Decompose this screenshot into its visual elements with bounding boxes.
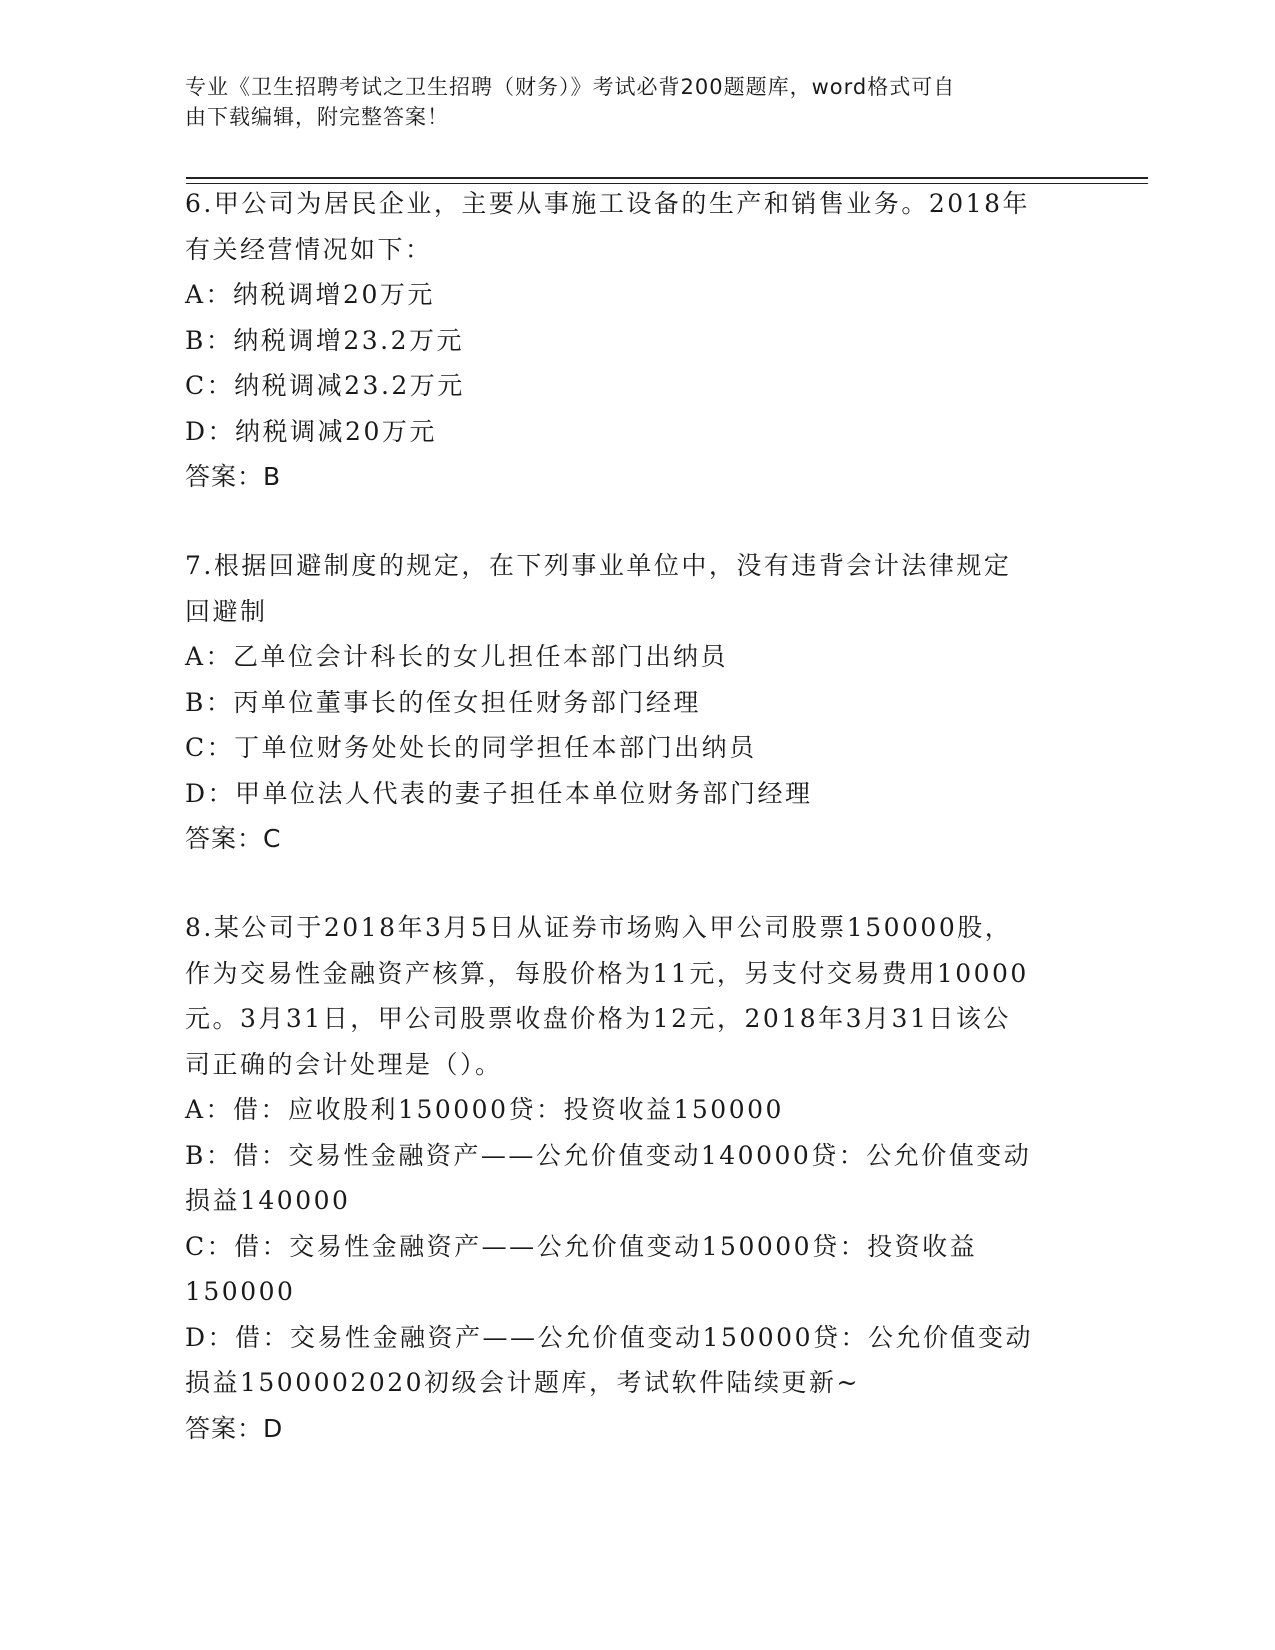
header-divider-thick <box>186 177 1148 179</box>
question-stem-line: 司正确的会计处理是（）。 <box>185 1049 503 1079</box>
question-stem-line: 有关经营情况如下： <box>185 234 433 264</box>
option-a: A：纳税调增20万元 <box>185 280 435 309</box>
option-d: D：甲单位法人代表的妻子担任本单位财务部门经理 <box>185 778 813 808</box>
option-b: B：纳税调增23.2万元 <box>185 325 465 355</box>
option-c-continued: 150000 <box>185 1277 296 1306</box>
option-c: C：丁单位财务处处长的同学担任本部门出纳员 <box>185 733 757 762</box>
option-b-continued: 损益140000 <box>185 1186 351 1215</box>
answer-line: 答案：B <box>185 462 282 491</box>
question-8 <box>185 905 1065 1452</box>
option-b: B：借：交易性金融资产——公允价值变动140000贷：公允价值变动 <box>185 1140 1032 1170</box>
question-stem-line: 作为交易性金融资产核算，每股价格为11元，另支付交易费用10000 <box>185 958 1029 988</box>
question-7 <box>185 543 1065 862</box>
option-a: A：乙单位会计科长的女儿担任本部门出纳员 <box>185 642 729 671</box>
option-c: C：纳税调减23.2万元 <box>185 371 465 400</box>
question-stem-line: 6.甲公司为居民企业，主要从事施工设备的生产和销售业务。2018年 <box>185 189 1030 218</box>
document-header <box>185 72 1065 132</box>
option-d: D：借：交易性金融资产——公允价值变动150000贷：公允价值变动 <box>185 1322 1033 1352</box>
question-stem-line: 回避制 <box>185 596 268 626</box>
answer-line: 答案：D <box>185 1413 284 1443</box>
option-c: C：借：交易性金融资产——公允价值变动150000贷：投资收益 <box>185 1231 978 1261</box>
answer-line: 答案：C <box>185 824 282 853</box>
option-d-continued: 损益1500002020初级会计题库，考试软件陆续更新~ <box>185 1368 861 1397</box>
header-line-2: 由下载编辑，附完整答案！ <box>185 105 449 129</box>
header-line-1: 专业《卫生招聘考试之卫生招聘（财务）》考试必背200题题库，word格式可自 <box>185 75 956 99</box>
option-a: A：借：应收股利150000贷：投资收益150000 <box>185 1095 784 1124</box>
option-b: B：丙单位董事长的侄女担任财务部门经理 <box>185 687 701 717</box>
option-d: D：纳税调减20万元 <box>185 416 437 446</box>
question-6 <box>185 181 1065 500</box>
question-stem-line: 元。3月31日，甲公司股票收盘价格为12元，2018年3月31日该公 <box>185 1004 1011 1033</box>
question-stem-line: 8.某公司于2018年3月5日从证券市场购入甲公司股票150000股， <box>185 913 1013 942</box>
question-stem-line: 7.根据回避制度的规定，在下列事业单位中，没有违背会计法律规定 <box>185 551 1012 580</box>
